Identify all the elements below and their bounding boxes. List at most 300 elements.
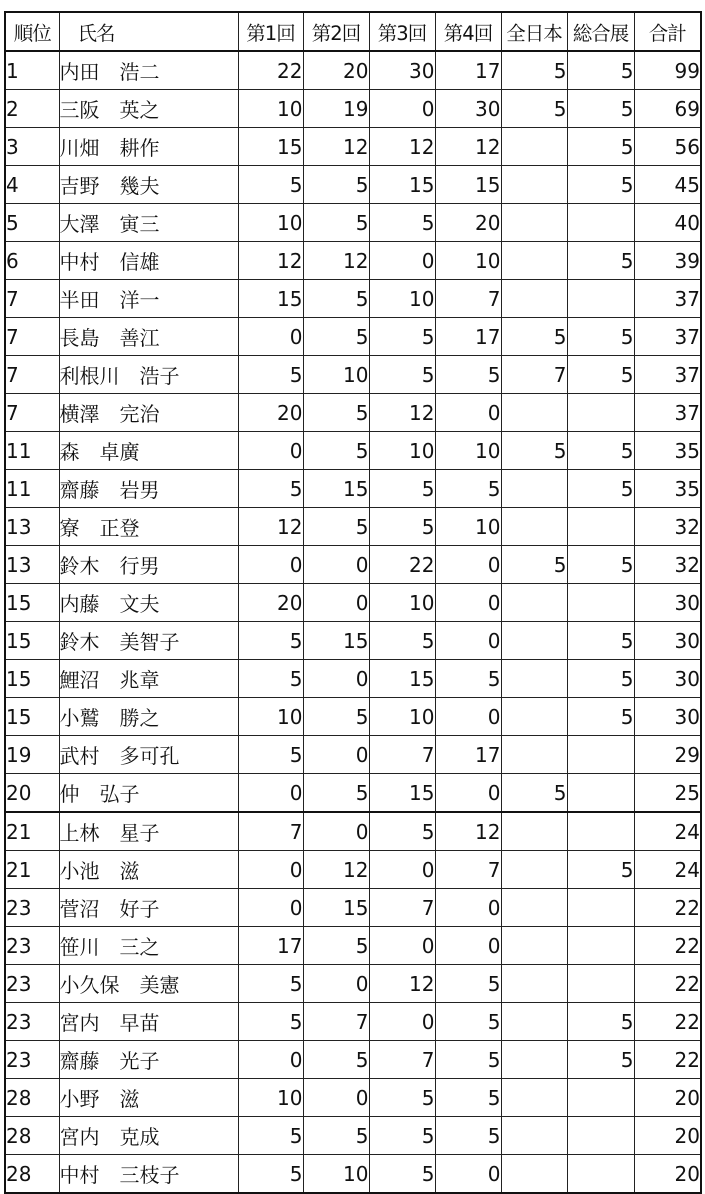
round-2-cell: 19: [303, 90, 369, 128]
name-cell: 三阪 英之: [59, 90, 238, 128]
general-exhibition-cell: 5: [567, 546, 634, 584]
name-cell: 利根川 浩子: [59, 356, 238, 394]
general-exhibition-cell: 5: [567, 90, 634, 128]
table-row: [5, 280, 701, 318]
round-3-cell: 5: [369, 470, 435, 508]
round-4-cell: 0: [435, 584, 501, 622]
rank-cell: 7: [5, 356, 59, 394]
general-exhibition-cell: 5: [567, 698, 634, 736]
round-4-cell: 0: [435, 1155, 501, 1194]
round-4-cell: 7: [435, 280, 501, 318]
round-4-cell: 5: [435, 1041, 501, 1079]
round-4-cell: 10: [435, 432, 501, 470]
all-japan-cell: 5: [501, 90, 567, 128]
table-row: [5, 927, 701, 965]
all-japan-cell: 5: [501, 51, 567, 90]
name-cell: 菅沼 好子: [59, 889, 238, 927]
all-japan-cell: [501, 1079, 567, 1117]
name-cell: 吉野 幾夫: [59, 166, 238, 204]
round-2-cell: 5: [303, 280, 369, 318]
rank-cell: 6: [5, 242, 59, 280]
total-cell: 20: [634, 1117, 701, 1155]
rank-cell: 23: [5, 1003, 59, 1041]
round-2-cell: 5: [303, 927, 369, 965]
all-japan-cell: [501, 1117, 567, 1155]
total-cell: 32: [634, 508, 701, 546]
total-cell: 24: [634, 812, 701, 851]
table-row: [5, 128, 701, 166]
round-4-cell: 10: [435, 242, 501, 280]
all-japan-cell: [501, 698, 567, 736]
rank-cell: 15: [5, 660, 59, 698]
round-2-cell: 7: [303, 1003, 369, 1041]
round-4-cell: 10: [435, 508, 501, 546]
table-row: [5, 394, 701, 432]
total-cell: 30: [634, 698, 701, 736]
round-3-cell: 7: [369, 736, 435, 774]
total-cell: 24: [634, 851, 701, 889]
table-row: [5, 242, 701, 280]
rank-cell: 7: [5, 318, 59, 356]
rank-cell: 28: [5, 1155, 59, 1194]
all-japan-cell: [501, 166, 567, 204]
round-2-cell: 5: [303, 1041, 369, 1079]
general-exhibition-cell: [567, 812, 634, 851]
general-exhibition-cell: [567, 1117, 634, 1155]
all-japan-cell: [501, 584, 567, 622]
round-2-cell: 0: [303, 660, 369, 698]
header-round-1: 第1回: [238, 12, 303, 51]
round-3-cell: 0: [369, 851, 435, 889]
round-1-cell: 5: [238, 1117, 303, 1155]
general-exhibition-cell: [567, 508, 634, 546]
rank-cell: 15: [5, 584, 59, 622]
name-cell: 半田 洋一: [59, 280, 238, 318]
round-4-cell: 5: [435, 1079, 501, 1117]
table-row: [5, 318, 701, 356]
table-row: [5, 584, 701, 622]
table-row: [5, 356, 701, 394]
total-cell: 22: [634, 927, 701, 965]
general-exhibition-cell: 5: [567, 851, 634, 889]
round-1-cell: 20: [238, 394, 303, 432]
all-japan-cell: 5: [501, 546, 567, 584]
round-2-cell: 0: [303, 736, 369, 774]
general-exhibition-cell: [567, 1155, 634, 1194]
header-name: 氏名: [59, 12, 238, 51]
round-3-cell: 5: [369, 622, 435, 660]
round-1-cell: 0: [238, 432, 303, 470]
round-2-cell: 0: [303, 1079, 369, 1117]
general-exhibition-cell: 5: [567, 470, 634, 508]
all-japan-cell: [501, 508, 567, 546]
all-japan-cell: [501, 1041, 567, 1079]
rank-cell: 5: [5, 204, 59, 242]
all-japan-cell: [501, 889, 567, 927]
rank-cell: 13: [5, 508, 59, 546]
round-4-cell: 0: [435, 394, 501, 432]
round-3-cell: 5: [369, 318, 435, 356]
table-row: [5, 51, 701, 90]
round-3-cell: 12: [369, 128, 435, 166]
table-row: [5, 851, 701, 889]
rank-cell: 23: [5, 1041, 59, 1079]
table-row: [5, 546, 701, 584]
name-cell: 小野 滋: [59, 1079, 238, 1117]
round-2-cell: 5: [303, 432, 369, 470]
name-cell: 内藤 文夫: [59, 584, 238, 622]
header-round-2: 第2回: [303, 12, 369, 51]
round-1-cell: 0: [238, 889, 303, 927]
round-2-cell: 15: [303, 889, 369, 927]
general-exhibition-cell: [567, 965, 634, 1003]
name-cell: 鯉沼 兆章: [59, 660, 238, 698]
round-3-cell: 5: [369, 1079, 435, 1117]
rank-cell: 28: [5, 1079, 59, 1117]
rank-cell: 2: [5, 90, 59, 128]
round-4-cell: 17: [435, 318, 501, 356]
total-cell: 32: [634, 546, 701, 584]
name-cell: 仲 弘子: [59, 774, 238, 813]
general-exhibition-cell: [567, 280, 634, 318]
round-2-cell: 20: [303, 51, 369, 90]
round-1-cell: 22: [238, 51, 303, 90]
round-4-cell: 0: [435, 622, 501, 660]
all-japan-cell: [501, 736, 567, 774]
header-round-3: 第3回: [369, 12, 435, 51]
table-row: [5, 470, 701, 508]
name-cell: 横澤 完治: [59, 394, 238, 432]
general-exhibition-cell: [567, 736, 634, 774]
rank-cell: 21: [5, 851, 59, 889]
general-exhibition-cell: [567, 1079, 634, 1117]
rank-cell: 15: [5, 698, 59, 736]
name-cell: 鈴木 美智子: [59, 622, 238, 660]
rank-cell: 23: [5, 927, 59, 965]
round-2-cell: 0: [303, 584, 369, 622]
name-cell: 宮内 早苗: [59, 1003, 238, 1041]
round-1-cell: 7: [238, 812, 303, 851]
total-cell: 25: [634, 774, 701, 813]
round-1-cell: 10: [238, 204, 303, 242]
round-1-cell: 5: [238, 965, 303, 1003]
round-1-cell: 5: [238, 1155, 303, 1194]
all-japan-cell: [501, 1155, 567, 1194]
rank-cell: 4: [5, 166, 59, 204]
total-cell: 99: [634, 51, 701, 90]
round-2-cell: 12: [303, 128, 369, 166]
round-4-cell: 5: [435, 356, 501, 394]
rank-cell: 3: [5, 128, 59, 166]
total-cell: 22: [634, 1041, 701, 1079]
name-cell: 宮内 克成: [59, 1117, 238, 1155]
round-3-cell: 5: [369, 812, 435, 851]
round-3-cell: 10: [369, 280, 435, 318]
all-japan-cell: [501, 280, 567, 318]
name-cell: 川畑 耕作: [59, 128, 238, 166]
rank-cell: 11: [5, 432, 59, 470]
name-cell: 森 卓廣: [59, 432, 238, 470]
round-1-cell: 5: [238, 736, 303, 774]
table-row: [5, 812, 701, 851]
round-2-cell: 5: [303, 318, 369, 356]
round-4-cell: 12: [435, 812, 501, 851]
round-4-cell: 5: [435, 1117, 501, 1155]
header-total: 合計: [634, 12, 701, 51]
all-japan-cell: 5: [501, 432, 567, 470]
round-3-cell: 15: [369, 166, 435, 204]
total-cell: 20: [634, 1079, 701, 1117]
name-cell: 大澤 寅三: [59, 204, 238, 242]
total-cell: 30: [634, 660, 701, 698]
all-japan-cell: 7: [501, 356, 567, 394]
round-2-cell: 5: [303, 394, 369, 432]
rank-cell: 20: [5, 774, 59, 813]
round-4-cell: 15: [435, 166, 501, 204]
total-cell: 56: [634, 128, 701, 166]
round-4-cell: 17: [435, 736, 501, 774]
all-japan-cell: [501, 622, 567, 660]
round-4-cell: 12: [435, 128, 501, 166]
round-3-cell: 12: [369, 394, 435, 432]
name-cell: 齋藤 岩男: [59, 470, 238, 508]
rank-cell: 28: [5, 1117, 59, 1155]
all-japan-cell: [501, 927, 567, 965]
round-3-cell: 0: [369, 90, 435, 128]
name-cell: 鈴木 行男: [59, 546, 238, 584]
round-3-cell: 10: [369, 698, 435, 736]
round-3-cell: 12: [369, 965, 435, 1003]
round-2-cell: 0: [303, 812, 369, 851]
name-cell: 小鷲 勝之: [59, 698, 238, 736]
name-cell: 寮 正登: [59, 508, 238, 546]
table-row: [5, 508, 701, 546]
round-1-cell: 0: [238, 1041, 303, 1079]
round-3-cell: 5: [369, 508, 435, 546]
header-all-japan: 全日本: [501, 12, 567, 51]
rank-cell: 7: [5, 280, 59, 318]
round-4-cell: 0: [435, 698, 501, 736]
round-1-cell: 5: [238, 622, 303, 660]
name-cell: 齋藤 光子: [59, 1041, 238, 1079]
round-3-cell: 10: [369, 584, 435, 622]
round-3-cell: 10: [369, 432, 435, 470]
total-cell: 20: [634, 1155, 701, 1194]
name-cell: 中村 信雄: [59, 242, 238, 280]
total-cell: 29: [634, 736, 701, 774]
round-3-cell: 15: [369, 660, 435, 698]
round-4-cell: 5: [435, 965, 501, 1003]
round-3-cell: 0: [369, 242, 435, 280]
round-1-cell: 5: [238, 470, 303, 508]
total-cell: 37: [634, 280, 701, 318]
round-4-cell: 20: [435, 204, 501, 242]
round-2-cell: 15: [303, 622, 369, 660]
all-japan-cell: [501, 394, 567, 432]
name-cell: 長島 善江: [59, 318, 238, 356]
table-row: [5, 965, 701, 1003]
round-4-cell: 7: [435, 851, 501, 889]
total-cell: 22: [634, 965, 701, 1003]
rank-cell: 13: [5, 546, 59, 584]
table-row: [5, 660, 701, 698]
total-cell: 30: [634, 584, 701, 622]
round-2-cell: 5: [303, 774, 369, 813]
round-4-cell: 17: [435, 51, 501, 90]
round-1-cell: 0: [238, 774, 303, 813]
general-exhibition-cell: [567, 889, 634, 927]
round-1-cell: 10: [238, 90, 303, 128]
round-3-cell: 5: [369, 204, 435, 242]
rank-cell: 7: [5, 394, 59, 432]
round-3-cell: 0: [369, 1003, 435, 1041]
table-row: [5, 204, 701, 242]
round-2-cell: 0: [303, 965, 369, 1003]
all-japan-cell: [501, 1003, 567, 1041]
general-exhibition-cell: 5: [567, 128, 634, 166]
table-row: [5, 736, 701, 774]
round-1-cell: 0: [238, 546, 303, 584]
round-1-cell: 12: [238, 242, 303, 280]
table-row: [5, 1003, 701, 1041]
round-1-cell: 17: [238, 927, 303, 965]
name-cell: 小池 滋: [59, 851, 238, 889]
round-4-cell: 0: [435, 927, 501, 965]
round-4-cell: 0: [435, 774, 501, 813]
general-exhibition-cell: 5: [567, 242, 634, 280]
all-japan-cell: [501, 851, 567, 889]
general-exhibition-cell: 5: [567, 1003, 634, 1041]
all-japan-cell: [501, 204, 567, 242]
general-exhibition-cell: 5: [567, 51, 634, 90]
round-2-cell: 5: [303, 166, 369, 204]
round-2-cell: 12: [303, 242, 369, 280]
round-3-cell: 5: [369, 1117, 435, 1155]
round-2-cell: 0: [303, 546, 369, 584]
round-3-cell: 7: [369, 1041, 435, 1079]
round-2-cell: 5: [303, 1117, 369, 1155]
general-exhibition-cell: 5: [567, 166, 634, 204]
name-cell: 武村 多可孔: [59, 736, 238, 774]
all-japan-cell: [501, 470, 567, 508]
general-exhibition-cell: 5: [567, 318, 634, 356]
round-1-cell: 15: [238, 128, 303, 166]
header-general-exhibition: 総合展: [567, 12, 634, 51]
table-row: [5, 1155, 701, 1194]
all-japan-cell: [501, 812, 567, 851]
table-row: [5, 166, 701, 204]
rank-cell: 23: [5, 965, 59, 1003]
round-3-cell: 15: [369, 774, 435, 813]
general-exhibition-cell: [567, 774, 634, 813]
rank-cell: 11: [5, 470, 59, 508]
total-cell: 40: [634, 204, 701, 242]
total-cell: 35: [634, 432, 701, 470]
table-row: [5, 622, 701, 660]
rank-cell: 1: [5, 51, 59, 90]
header-rank: 順位: [5, 12, 59, 51]
general-exhibition-cell: 5: [567, 432, 634, 470]
table-row: [5, 889, 701, 927]
total-cell: 30: [634, 622, 701, 660]
round-3-cell: 30: [369, 51, 435, 90]
name-cell: 小久保 美憲: [59, 965, 238, 1003]
name-cell: 中村 三枝子: [59, 1155, 238, 1194]
general-exhibition-cell: 5: [567, 356, 634, 394]
general-exhibition-cell: [567, 927, 634, 965]
round-2-cell: 5: [303, 204, 369, 242]
table-row: [5, 774, 701, 813]
total-cell: 22: [634, 889, 701, 927]
total-cell: 22: [634, 1003, 701, 1041]
round-3-cell: 5: [369, 356, 435, 394]
round-2-cell: 12: [303, 851, 369, 889]
round-4-cell: 5: [435, 660, 501, 698]
general-exhibition-cell: [567, 394, 634, 432]
total-cell: 37: [634, 318, 701, 356]
general-exhibition-cell: [567, 204, 634, 242]
name-cell: 上林 星子: [59, 812, 238, 851]
round-3-cell: 5: [369, 1155, 435, 1194]
round-2-cell: 5: [303, 508, 369, 546]
name-cell: 笹川 三之: [59, 927, 238, 965]
round-1-cell: 10: [238, 698, 303, 736]
name-cell: 内田 浩二: [59, 51, 238, 90]
all-japan-cell: [501, 242, 567, 280]
all-japan-cell: [501, 965, 567, 1003]
round-4-cell: 30: [435, 90, 501, 128]
round-2-cell: 15: [303, 470, 369, 508]
round-1-cell: 12: [238, 508, 303, 546]
general-exhibition-cell: 5: [567, 660, 634, 698]
rank-cell: 23: [5, 889, 59, 927]
round-1-cell: 0: [238, 318, 303, 356]
total-cell: 37: [634, 356, 701, 394]
total-cell: 39: [634, 242, 701, 280]
total-cell: 35: [634, 470, 701, 508]
all-japan-cell: 5: [501, 318, 567, 356]
round-4-cell: 0: [435, 889, 501, 927]
round-2-cell: 10: [303, 1155, 369, 1194]
table-row: [5, 90, 701, 128]
round-4-cell: 5: [435, 470, 501, 508]
round-4-cell: 5: [435, 1003, 501, 1041]
round-3-cell: 0: [369, 927, 435, 965]
table-row: [5, 1041, 701, 1079]
rank-cell: 15: [5, 622, 59, 660]
table-row: [5, 698, 701, 736]
table-row: [5, 1117, 701, 1155]
round-1-cell: 5: [238, 1003, 303, 1041]
general-exhibition-cell: 5: [567, 1041, 634, 1079]
round-1-cell: 20: [238, 584, 303, 622]
round-1-cell: 5: [238, 166, 303, 204]
total-cell: 37: [634, 394, 701, 432]
total-cell: 45: [634, 166, 701, 204]
round-3-cell: 22: [369, 546, 435, 584]
round-1-cell: 10: [238, 1079, 303, 1117]
all-japan-cell: [501, 660, 567, 698]
header-row: [5, 12, 701, 51]
round-3-cell: 7: [369, 889, 435, 927]
general-exhibition-cell: [567, 584, 634, 622]
table-body: [5, 51, 701, 1193]
round-1-cell: 5: [238, 660, 303, 698]
round-2-cell: 10: [303, 356, 369, 394]
round-4-cell: 0: [435, 546, 501, 584]
round-1-cell: 0: [238, 851, 303, 889]
round-1-cell: 5: [238, 356, 303, 394]
